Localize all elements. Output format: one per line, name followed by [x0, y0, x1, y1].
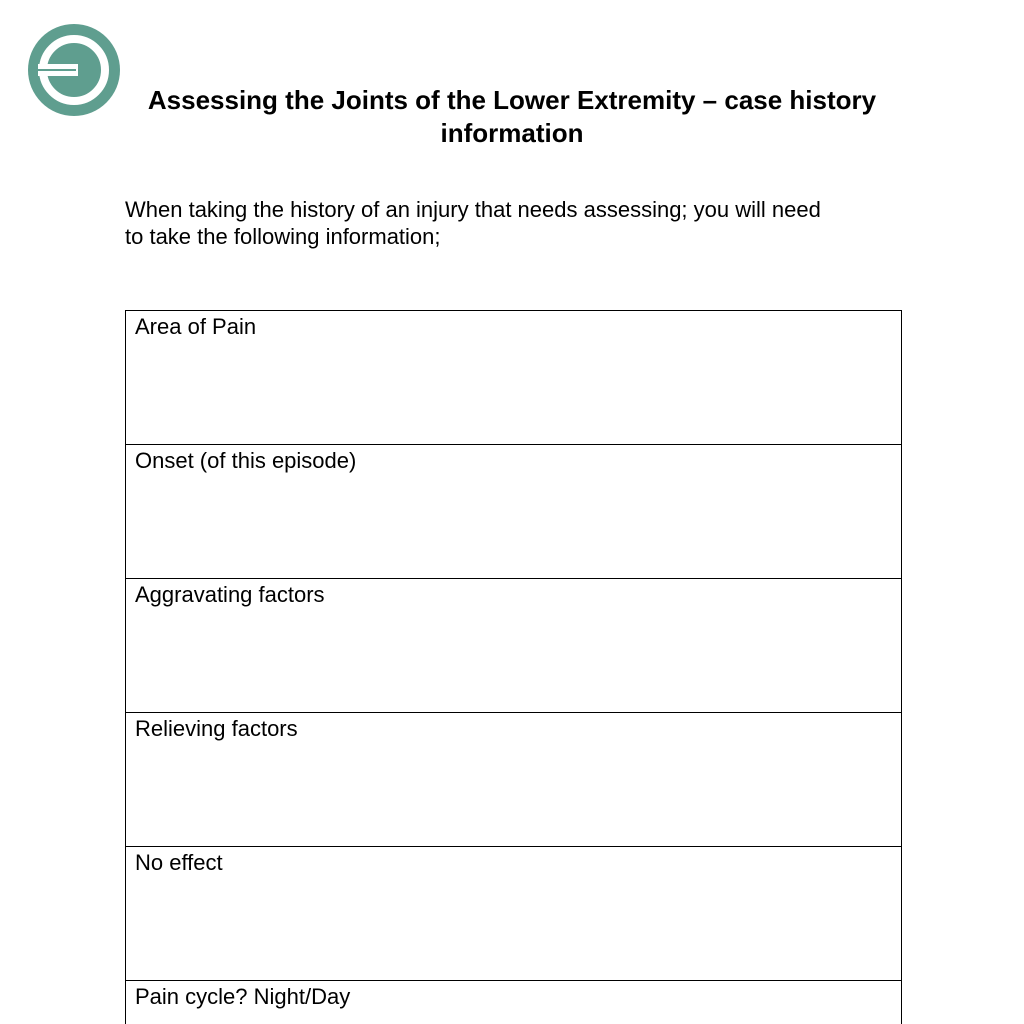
table-row — [126, 311, 902, 445]
title-line-1: Assessing the Joints of the Lower Extremity – case history — [147, 85, 877, 115]
table-row — [126, 713, 902, 847]
intro-line-2: to take the following information; — [125, 224, 441, 249]
pain-cycle-cell[interactable] — [126, 981, 902, 1024]
intro-paragraph — [125, 196, 915, 250]
row-label: Pain cycle? Night/Day — [135, 984, 351, 1009]
row-label: Onset (of this episode) — [135, 448, 357, 473]
table-row — [126, 847, 902, 981]
onset-cell[interactable] — [126, 445, 902, 579]
table-row — [126, 579, 902, 713]
row-label: Area of Pain — [135, 314, 257, 339]
row-label: No effect — [135, 850, 223, 875]
row-label: Aggravating factors — [135, 582, 325, 607]
area-of-pain-cell[interactable] — [126, 311, 902, 445]
no-effect-cell[interactable] — [126, 847, 902, 981]
table-row — [126, 445, 902, 579]
intro-line-1: When taking the history of an injury that needs assessing; you will need — [125, 197, 821, 222]
relieving-factors-cell[interactable] — [126, 713, 902, 847]
aggravating-factors-cell[interactable] — [126, 579, 902, 713]
case-history-table — [125, 310, 902, 1024]
title-line-2: information — [440, 118, 584, 148]
table-row — [126, 981, 902, 1024]
row-label: Relieving factors — [135, 716, 298, 741]
page-title — [100, 84, 924, 150]
